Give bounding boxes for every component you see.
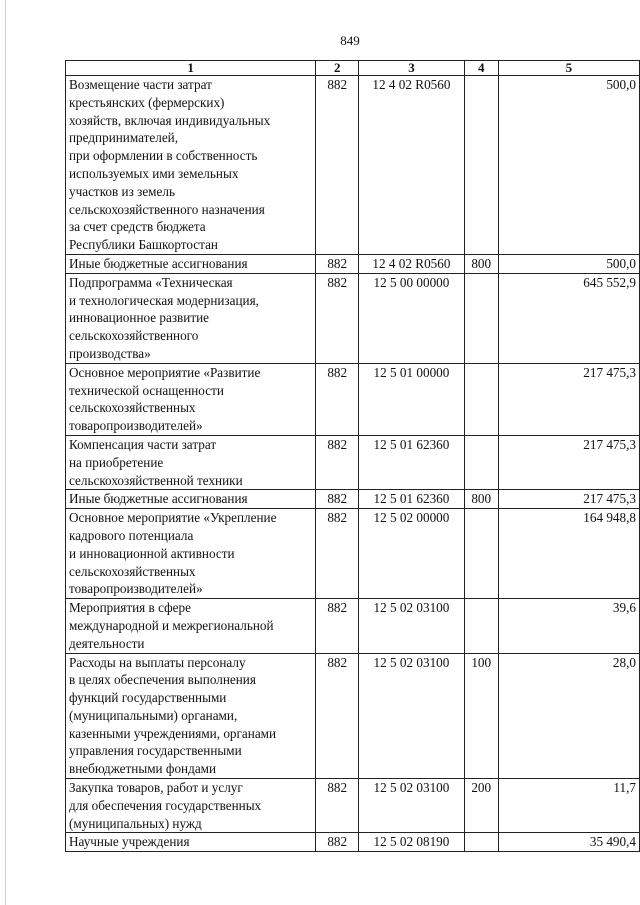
table-row	[66, 76, 640, 255]
cell-amount: 500,0	[498, 76, 639, 255]
cell-expense-type	[464, 363, 498, 435]
cell-budget-code: 12 4 02 R0560	[359, 76, 465, 255]
cell-name: Научные учреждения	[66, 833, 316, 852]
cell-admin-code: 882	[316, 254, 359, 273]
header-col-5: 5	[498, 61, 639, 76]
header-col-4: 4	[464, 61, 498, 76]
cell-budget-code: 12 5 02 00000	[359, 509, 465, 599]
cell-budget-code: 12 5 02 03100	[359, 779, 465, 833]
cell-expense-type: 200	[464, 779, 498, 833]
header-row	[66, 61, 640, 76]
cell-expense-type	[464, 599, 498, 653]
cell-amount: 35 490,4	[498, 833, 639, 852]
cell-budget-code: 12 5 02 08190	[359, 833, 465, 852]
cell-budget-code: 12 5 01 62360	[359, 490, 465, 509]
cell-amount: 164 948,8	[498, 509, 639, 599]
cell-amount: 217 475,3	[498, 490, 639, 509]
table-row	[66, 779, 640, 833]
table-row	[66, 363, 640, 435]
cell-amount: 28,0	[498, 653, 639, 779]
cell-budget-code: 12 5 01 00000	[359, 363, 465, 435]
cell-expense-type	[464, 273, 498, 363]
cell-expense-type: 100	[464, 653, 498, 779]
header-col-3: 3	[359, 61, 465, 76]
cell-amount: 645 552,9	[498, 273, 639, 363]
table-body	[66, 76, 640, 852]
cell-amount: 39,6	[498, 599, 639, 653]
table-row	[66, 509, 640, 599]
header-col-1: 1	[66, 61, 316, 76]
cell-amount: 217 475,3	[498, 435, 639, 489]
cell-expense-type	[464, 435, 498, 489]
budget-table	[65, 60, 640, 852]
table-row	[66, 435, 640, 489]
scan-edge	[5, 0, 6, 905]
cell-admin-code: 882	[316, 490, 359, 509]
cell-name: Основное мероприятие «Укрепление кадрового потенциала и инновационной активности сельскохозяйственных товаропроизводителей»	[66, 509, 316, 599]
cell-admin-code: 882	[316, 653, 359, 779]
cell-budget-code: 12 5 00 00000	[359, 273, 465, 363]
cell-name: Подпрограмма «Техническая и технологическая модернизация, инновационное развитие сельскохозяйственного производства»	[66, 273, 316, 363]
cell-budget-code: 12 5 02 03100	[359, 653, 465, 779]
cell-admin-code: 882	[316, 76, 359, 255]
cell-admin-code: 882	[316, 599, 359, 653]
table-row	[66, 490, 640, 509]
cell-admin-code: 882	[316, 779, 359, 833]
cell-budget-code: 12 4 02 R0560	[359, 254, 465, 273]
table-row	[66, 273, 640, 363]
cell-name: Иные бюджетные ассигнования	[66, 254, 316, 273]
cell-name: Закупка товаров, работ и услуг для обеспечения государственных (муниципальных) нужд	[66, 779, 316, 833]
header-col-2: 2	[316, 61, 359, 76]
cell-expense-type: 800	[464, 254, 498, 273]
cell-name: Основное мероприятие «Развитие технической оснащенности сельскохозяйственных товаропроизводителей»	[66, 363, 316, 435]
cell-expense-type: 800	[464, 490, 498, 509]
cell-expense-type	[464, 509, 498, 599]
cell-expense-type	[464, 833, 498, 852]
cell-amount: 500,0	[498, 254, 639, 273]
cell-budget-code: 12 5 02 03100	[359, 599, 465, 653]
page-number: 849	[340, 33, 360, 48]
cell-admin-code: 882	[316, 273, 359, 363]
cell-expense-type	[464, 76, 498, 255]
cell-name: Компенсация части затрат на приобретение сельскохозяйственной техники	[66, 435, 316, 489]
cell-admin-code: 882	[316, 363, 359, 435]
table-row	[66, 833, 640, 852]
cell-admin-code: 882	[316, 833, 359, 852]
cell-admin-code: 882	[316, 435, 359, 489]
cell-admin-code: 882	[316, 509, 359, 599]
table-row	[66, 254, 640, 273]
cell-name: Расходы на выплаты персоналу в целях обеспечения выполнения функций государственными (муниципальными) органами, казенными учреждениями, органами управления государственными внебюджетными фондами	[66, 653, 316, 779]
cell-amount: 217 475,3	[498, 363, 639, 435]
table-row	[66, 599, 640, 653]
cell-budget-code: 12 5 01 62360	[359, 435, 465, 489]
cell-name: Возмещение части затрат крестьянских (фермерских) хозяйств, включая индивидуальных предпринимателей, при оформлении в собственность используемых ими земельных участков из земель сельскохозяйственного назначения за счет средств бюджета Республики Башкортостан	[66, 76, 316, 255]
table-row	[66, 653, 640, 779]
cell-amount: 11,7	[498, 779, 639, 833]
cell-name: Иные бюджетные ассигнования	[66, 490, 316, 509]
cell-name: Мероприятия в сфере международной и межрегиональной деятельности	[66, 599, 316, 653]
